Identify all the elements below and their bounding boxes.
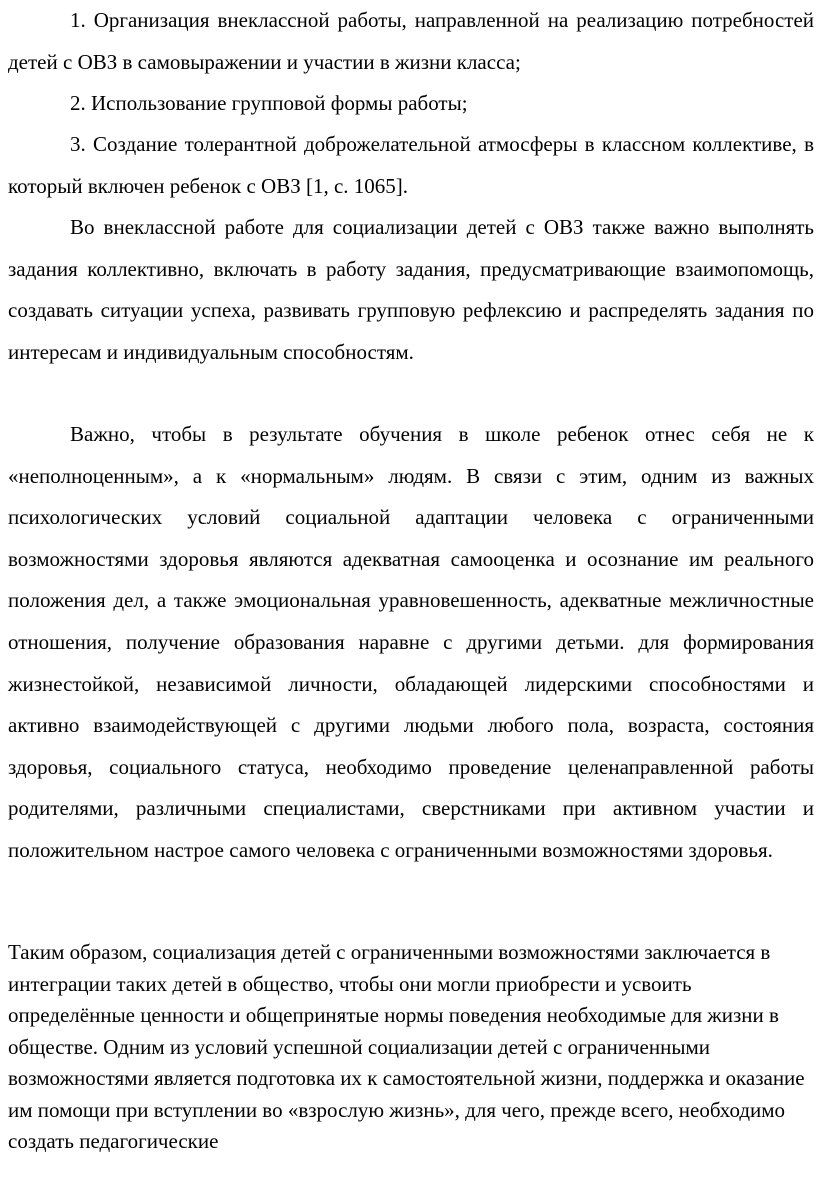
list-item-2: 2. Использование групповой формы работы; bbox=[70, 91, 468, 115]
list-item-3: 3. Создание толерантной доброжелательной атмосферы в классном коллективе, в который включен ребенок с ОВЗ [1, с. 1065]. bbox=[8, 132, 814, 198]
list-item-1: 1. Организация внеклассной работы, направленной на реализацию потребностей детей с ОВЗ в самовыражении и участии в жизни класса; bbox=[8, 8, 814, 74]
paragraph-conclusion: Таким образом, социализация детей с ограниченными возможностями заключается в интеграции таких детей в общество, чтобы они могли приобрести и усвоить определённые ценности и общепринятые нормы поведения необходимые для жизни в обществе. Одним из условий успешной социализации детей с ограниченными возможностями является подготовка их к самостоятельной жизни, поддержка и оказание им помощи при вступлении во «взрослую жизнь», для чего, прежде всего, необходимо создать педагогические bbox=[8, 940, 805, 1153]
paragraph-extracurricular: Во внеклассной работе для социализации детей с ОВЗ также важно выполнять задания коллективно, включать в работу задания, предусматривающие взаимопомощь, создавать ситуации успеха, развивать групповую рефлексию и распределять задания по интересам и индивидуальным способностям. bbox=[8, 215, 814, 364]
paragraph-adaptation: Важно, чтобы в результате обучения в школе ребенок отнес себя не к «неполноценным», а к «нормальным» людям. В связи с этим, одним из важных психологических условий социальной адаптации человека с ограниченными возможностями здоровья являются адекватная самооценка и осознание им реального положения дел, а также эмоциональная уравновешенность, адекватные межличностные отношения, получение образования наравне с другими детьми. для формирования жизнестойкой, независимой личности, обладающей лидерскими способностями и активно взаимодействующей с другими людьми любого пола, возраста, состояния здоровья, социального статуса, необходимо проведение целенаправленной работы родителями, различными специалистами, сверстниками при активном участии и положительном настрое самого человека с ограниченными возможностями здоровья. bbox=[8, 422, 814, 862]
